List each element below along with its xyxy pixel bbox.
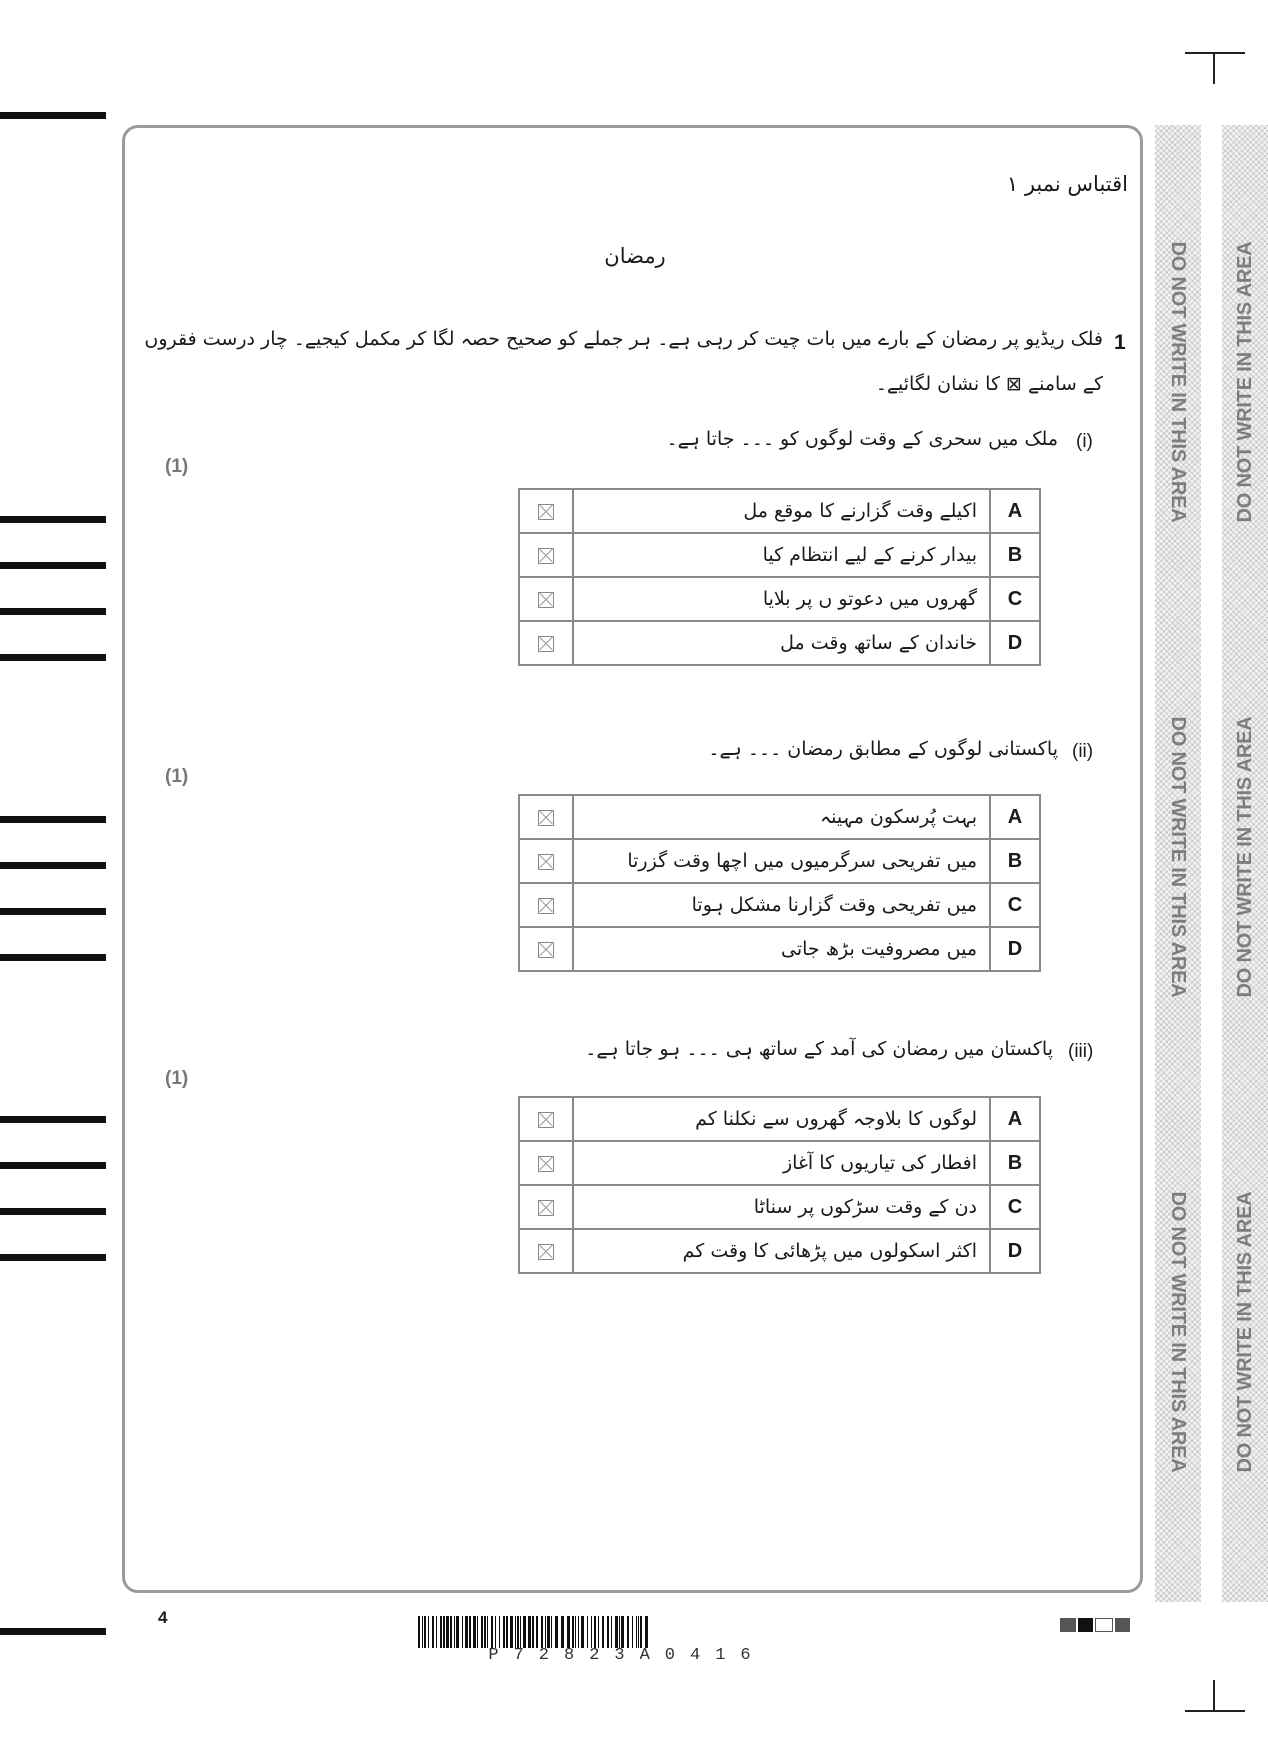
- answer-checkbox[interactable]: [519, 1229, 573, 1273]
- passage-heading: اقتباس نمبر ۱: [1006, 172, 1128, 196]
- answer-checkbox[interactable]: [519, 1141, 573, 1185]
- barcode-number: P72823A0416: [488, 1646, 766, 1665]
- option-row[interactable]: [519, 927, 1040, 971]
- option-text: خاندان کے ساتھ وقت مل: [573, 621, 990, 665]
- option-text: بہت پُرسکون مہینہ: [573, 795, 990, 839]
- option-letter: B: [990, 533, 1040, 577]
- margin-bar: [0, 1162, 106, 1169]
- margin-bar: [0, 954, 106, 961]
- option-text: میں تفریحی سرگرمیوں میں اچھا وقت گزرتا: [573, 839, 990, 883]
- instruction-line: فلک ریڈیو پر رمضان کے بارے میں بات چیت کر رہی ہے۔ ہر جملے کو صحیح حصہ لگا کر مکمل کیجیے۔ چار درست فقروں: [144, 328, 1103, 350]
- no-write-warning: DO NOT WRITE IN THIS AREA: [1234, 241, 1256, 523]
- margin-bar: [0, 1208, 106, 1215]
- option-row[interactable]: [519, 1097, 1040, 1141]
- margin-bar: [0, 816, 106, 823]
- options-table: [518, 794, 1041, 972]
- checkbox-icon: [538, 592, 554, 608]
- margin-bar: [0, 608, 106, 615]
- marks-label: (1): [165, 1068, 189, 1089]
- option-row[interactable]: [519, 839, 1040, 883]
- option-row[interactable]: [519, 1229, 1040, 1273]
- no-write-warning: DO NOT WRITE IN THIS AREA: [1234, 1191, 1256, 1473]
- option-letter: D: [990, 927, 1040, 971]
- checkbox-icon: [538, 636, 554, 652]
- no-write-warning: DO NOT WRITE IN THIS AREA: [1234, 716, 1256, 998]
- checkbox-icon: [538, 810, 554, 826]
- marks-label: (1): [165, 766, 189, 787]
- no-write-warning: DO NOT WRITE IN THIS AREA: [1167, 1191, 1189, 1473]
- options-table: [518, 488, 1041, 666]
- option-row[interactable]: [519, 533, 1040, 577]
- option-text: اکیلے وقت گزارنے کا موقع مل: [573, 489, 990, 533]
- margin-bar: [0, 1116, 106, 1123]
- option-letter: A: [990, 489, 1040, 533]
- no-write-warning: DO NOT WRITE IN THIS AREA: [1167, 716, 1189, 998]
- checkbox-icon: [538, 1200, 554, 1216]
- checkbox-icon: [538, 1156, 554, 1172]
- option-text: اکثر اسکولوں میں پڑھائی کا وقت کم: [573, 1229, 990, 1273]
- option-text: گھروں میں دعوتو ں پر بلایا: [573, 577, 990, 621]
- page-indicator-icon: [1060, 1618, 1130, 1632]
- passage-title: رمضان: [604, 244, 666, 268]
- margin-bar: [0, 654, 106, 661]
- crop-mark: [1213, 52, 1215, 84]
- sub-question-stem: پاکستان میں رمضان کی آمد کے ساتھ ہی ۔۔۔ ہو جاتا ہے۔: [585, 1038, 1053, 1060]
- checkbox-icon: [538, 504, 554, 520]
- option-row[interactable]: [519, 621, 1040, 665]
- barcode-stripe: [648, 1616, 649, 1648]
- option-letter: B: [990, 1141, 1040, 1185]
- answer-checkbox[interactable]: [519, 577, 573, 621]
- instruction-line: کے سامنے ⊠ کا نشان لگائیے۔: [875, 373, 1103, 395]
- sub-question-stem: ملک میں سحری کے وقت لوگوں کو ۔۔۔ جاتا ہے۔: [666, 428, 1058, 450]
- option-letter: D: [990, 621, 1040, 665]
- checkbox-icon: [538, 898, 554, 914]
- option-letter: B: [990, 839, 1040, 883]
- answer-checkbox[interactable]: [519, 883, 573, 927]
- margin-bar: [0, 908, 106, 915]
- option-letter: D: [990, 1229, 1040, 1273]
- sub-question-label: (iii): [1068, 1041, 1094, 1062]
- option-text: میں مصروفیت بڑھ جاتی: [573, 927, 990, 971]
- no-write-warning: DO NOT WRITE IN THIS AREA: [1167, 241, 1189, 523]
- option-row[interactable]: [519, 489, 1040, 533]
- option-row[interactable]: [519, 1141, 1040, 1185]
- answer-checkbox[interactable]: [519, 839, 573, 883]
- option-text: بیدار کرنے کے لیے انتظام کیا: [573, 533, 990, 577]
- answer-checkbox[interactable]: [519, 1097, 573, 1141]
- option-text: لوگوں کا بلاوجہ گھروں سے نکلنا کم: [573, 1097, 990, 1141]
- sub-question-stem: پاکستانی لوگوں کے مطابق رمضان ۔۔۔ ہے۔: [708, 738, 1058, 760]
- option-row[interactable]: [519, 577, 1040, 621]
- option-row[interactable]: [519, 883, 1040, 927]
- question-number: 1: [1114, 331, 1126, 354]
- checkbox-icon: [538, 1112, 554, 1128]
- sub-question-label: (ii): [1072, 741, 1094, 762]
- option-letter: C: [990, 1185, 1040, 1229]
- checkbox-icon: [538, 1244, 554, 1260]
- option-letter: C: [990, 883, 1040, 927]
- answer-checkbox[interactable]: [519, 621, 573, 665]
- answer-checkbox[interactable]: [519, 533, 573, 577]
- margin-bar: [0, 516, 106, 523]
- crop-mark: [1185, 52, 1245, 54]
- option-text: دن کے وقت سڑکوں پر سناٹا: [573, 1185, 990, 1229]
- barcode: [418, 1616, 836, 1648]
- answer-checkbox[interactable]: [519, 927, 573, 971]
- margin-bar: [0, 1254, 106, 1261]
- checkbox-icon: [538, 548, 554, 564]
- option-text: میں تفریحی وقت گزارنا مشکل ہوتا: [573, 883, 990, 927]
- answer-checkbox[interactable]: [519, 1185, 573, 1229]
- margin-bar: [0, 112, 106, 119]
- option-letter: A: [990, 1097, 1040, 1141]
- options-table: [518, 1096, 1041, 1274]
- answer-checkbox[interactable]: [519, 795, 573, 839]
- margin-bar: [0, 862, 106, 869]
- option-letter: C: [990, 577, 1040, 621]
- option-row[interactable]: [519, 795, 1040, 839]
- checkbox-icon: [538, 854, 554, 870]
- sub-question-label: (i): [1076, 431, 1093, 452]
- marks-label: (1): [165, 456, 189, 477]
- option-letter: A: [990, 795, 1040, 839]
- margin-bar: [0, 1628, 106, 1635]
- checkbox-icon: [538, 942, 554, 958]
- crop-mark: [1213, 1680, 1215, 1712]
- option-row[interactable]: [519, 1185, 1040, 1229]
- margin-bar: [0, 562, 106, 569]
- crop-mark: [1185, 1710, 1245, 1712]
- option-text: افطار کی تیاریوں کا آغاز: [573, 1141, 990, 1185]
- page-number: 4: [158, 1608, 168, 1627]
- answer-checkbox[interactable]: [519, 489, 573, 533]
